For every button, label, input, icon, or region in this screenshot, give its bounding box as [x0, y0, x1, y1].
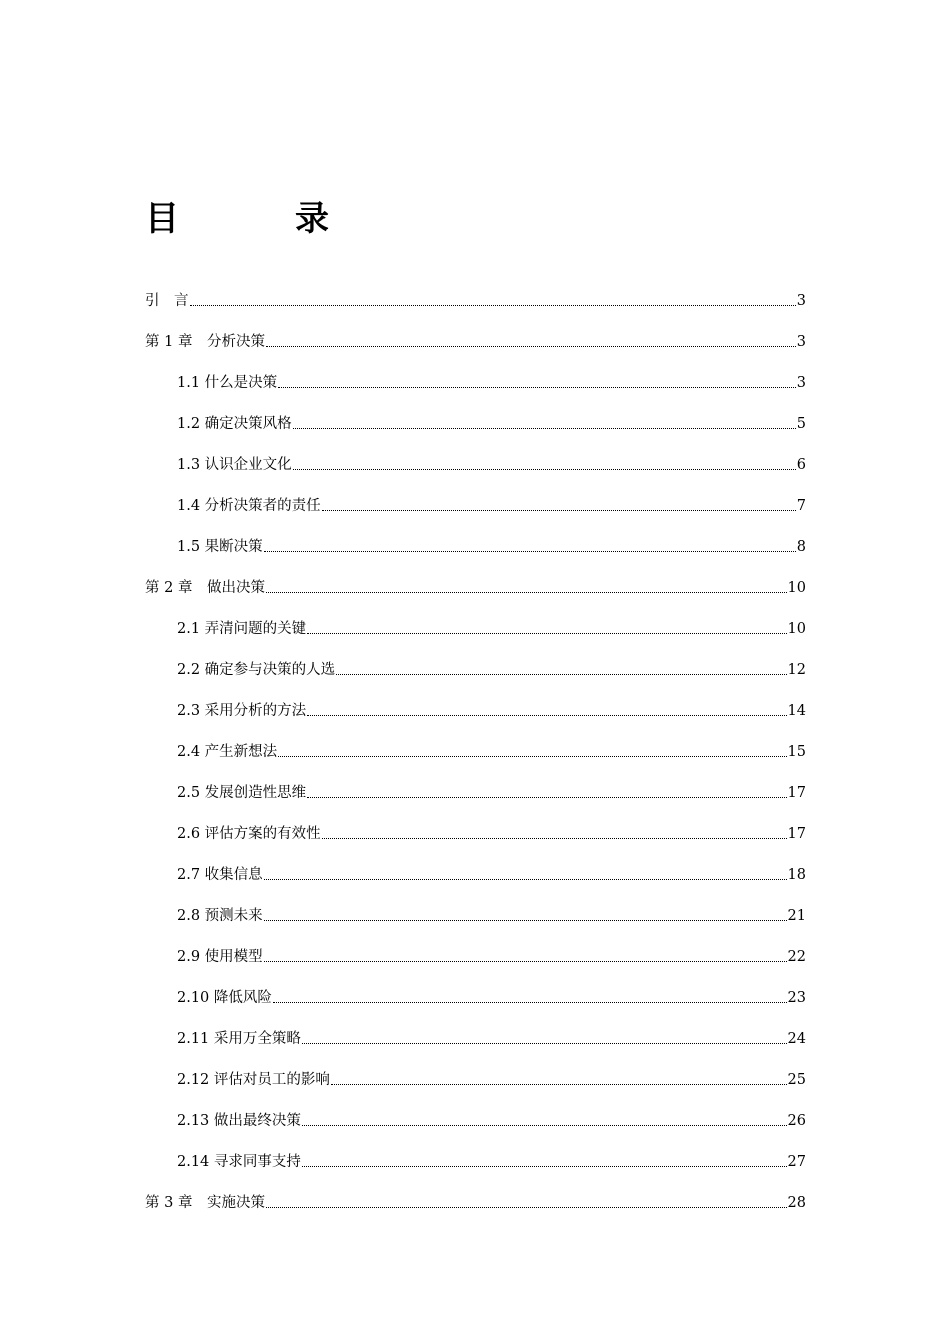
- toc-entry-page-number: 12: [787, 662, 806, 678]
- toc-entry[interactable]: [177, 680, 806, 721]
- toc-entry-label: 2.1 弄清问题的关键: [177, 621, 307, 637]
- toc-entry-page-number: 18: [787, 867, 806, 883]
- toc-entry-page-number: 23: [787, 990, 806, 1006]
- toc-title-char-2: 录: [295, 199, 329, 239]
- toc-entry-label: 引 言: [145, 293, 189, 309]
- toc-entry-page-number: 27: [787, 1154, 806, 1170]
- toc-entry-page-number: 22: [787, 949, 806, 965]
- toc-entry-label: 2.5 发展创造性思维: [177, 785, 307, 801]
- toc-entry-page-number: 6: [796, 457, 806, 473]
- toc-entry-page-number: 3: [796, 334, 806, 350]
- toc-entry-page-number: 26: [787, 1113, 806, 1129]
- toc-dot-leader: [273, 988, 787, 1008]
- toc-dot-leader: [278, 742, 786, 762]
- toc-entry-label: 2.11 采用万全策略: [177, 1031, 301, 1047]
- toc-entry-page-number: 21: [787, 908, 806, 924]
- toc-entry[interactable]: [177, 516, 806, 557]
- toc-entry[interactable]: [177, 926, 806, 967]
- toc-entry-page-number: 7: [796, 498, 806, 514]
- toc-entry[interactable]: [177, 967, 806, 1008]
- toc-dot-leader: [266, 332, 796, 352]
- toc-entry-label: 2.13 做出最终决策: [177, 1113, 301, 1129]
- toc-dot-leader: [264, 537, 796, 557]
- toc-dot-leader: [331, 1070, 787, 1090]
- toc-entry[interactable]: [177, 1090, 806, 1131]
- toc-entry-label: 1.5 果断决策: [177, 539, 263, 555]
- toc-entry-label: 2.6 评估方案的有效性: [177, 826, 321, 842]
- toc-entry[interactable]: [177, 352, 806, 393]
- toc-entry-page-number: 14: [787, 703, 806, 719]
- toc-entry[interactable]: [145, 311, 806, 352]
- toc-entry-label: 第 2 章 做出决策: [145, 580, 265, 596]
- toc-entry-page-number: 17: [787, 785, 806, 801]
- toc-entry-label: 2.10 降低风险: [177, 990, 272, 1006]
- toc-dot-leader: [278, 373, 796, 393]
- toc-entry-page-number: 24: [787, 1031, 806, 1047]
- toc-dot-leader: [302, 1111, 787, 1131]
- toc-entry[interactable]: [177, 885, 806, 926]
- toc-entry-label: 1.4 分析决策者的责任: [177, 498, 321, 514]
- toc-dot-leader: [307, 783, 786, 803]
- toc-entry[interactable]: [177, 1131, 806, 1172]
- toc-entry-label: 第 3 章 实施决策: [145, 1195, 265, 1211]
- toc-entry-page-number: 3: [796, 375, 806, 391]
- toc-dot-leader: [302, 1029, 787, 1049]
- toc-entry-label: 第 1 章 分析决策: [145, 334, 265, 350]
- toc-dot-leader: [293, 455, 796, 475]
- toc-dot-leader: [264, 906, 787, 926]
- toc-entry[interactable]: [177, 721, 806, 762]
- toc-entry[interactable]: [177, 844, 806, 885]
- toc-entry-page-number: 3: [796, 293, 806, 309]
- toc-dot-leader: [190, 291, 796, 311]
- toc-entry[interactable]: [177, 639, 806, 680]
- toc-entry-page-number: 10: [787, 580, 806, 596]
- toc-dot-leader: [266, 578, 787, 598]
- toc-dot-leader: [302, 1152, 787, 1172]
- toc-title-char-1: 目: [145, 199, 179, 239]
- toc-dot-leader: [264, 865, 787, 885]
- toc-entry-label: 2.8 预测未来: [177, 908, 263, 924]
- toc-entry-page-number: 5: [796, 416, 806, 432]
- toc-entry[interactable]: [177, 1008, 806, 1049]
- toc-dot-leader: [307, 619, 786, 639]
- toc-entry-label: 1.3 认识企业文化: [177, 457, 292, 473]
- toc-entry-label: 2.4 产生新想法: [177, 744, 278, 760]
- toc-entry[interactable]: [177, 803, 806, 844]
- toc-entry-label: 2.12 评估对员工的影响: [177, 1072, 330, 1088]
- toc-dot-leader: [293, 414, 796, 434]
- toc-entry-label: 2.7 收集信息: [177, 867, 263, 883]
- toc-entry[interactable]: [145, 557, 806, 598]
- toc-entry[interactable]: [177, 762, 806, 803]
- toc-entry[interactable]: [145, 1172, 806, 1213]
- toc-entry[interactable]: [177, 598, 806, 639]
- toc-dot-leader: [264, 947, 787, 967]
- toc-entry-label: 2.2 确定参与决策的人选: [177, 662, 336, 678]
- toc-entry-page-number: 8: [796, 539, 806, 555]
- toc-entry-label: 1.2 确定决策风格: [177, 416, 292, 432]
- toc-dot-leader: [336, 660, 786, 680]
- toc-dot-leader: [322, 824, 787, 844]
- toc-entry-page-number: 10: [787, 621, 806, 637]
- toc-entry[interactable]: [177, 393, 806, 434]
- toc-entry[interactable]: [145, 270, 806, 311]
- toc-entry-page-number: 28: [787, 1195, 806, 1211]
- toc-entry-page-number: 15: [787, 744, 806, 760]
- toc-title: [145, 196, 329, 242]
- toc-dot-leader: [322, 496, 796, 516]
- toc-entry[interactable]: [177, 1049, 806, 1090]
- toc-dot-leader: [266, 1193, 787, 1213]
- toc-dot-leader: [307, 701, 786, 721]
- toc-entry-page-number: 17: [787, 826, 806, 842]
- toc-entry-label: 2.3 采用分析的方法: [177, 703, 307, 719]
- toc-entry[interactable]: [177, 475, 806, 516]
- toc-entry-label: 2.14 寻求同事支持: [177, 1154, 301, 1170]
- toc-entry-label: 1.1 什么是决策: [177, 375, 278, 391]
- toc-entry-page-number: 25: [787, 1072, 806, 1088]
- toc-entry[interactable]: [177, 434, 806, 475]
- toc-entry-label: 2.9 使用模型: [177, 949, 263, 965]
